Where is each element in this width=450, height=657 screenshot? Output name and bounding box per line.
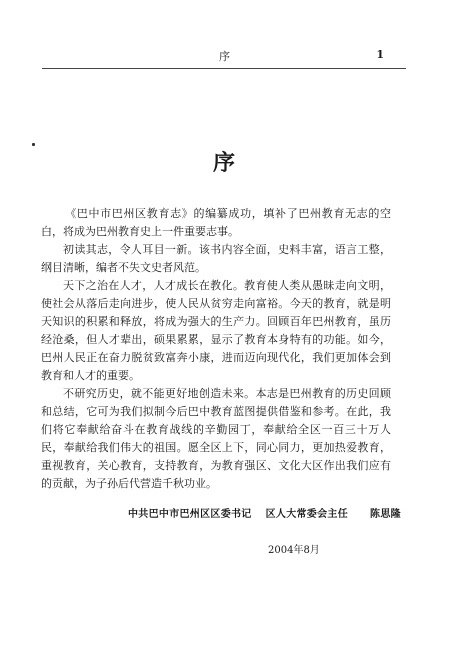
paragraph-3: 天下之治在人才，人才成长在教化。教育使人类从愚昧走向文明，使社会从落后走向进步，使人民从贫穷走向富裕。今天的教育，就是明天知识的积累和释放，将成为强大的生产力。回顾百年巴州教育，虽历经沧桑，但人才辈出，硕果累累，显示了教育本身特有的功能。如今，巴州人民正在奋力脱贫致富奔小康，进而迈向现代化，我们更加体会到教育和人才的重要。 xyxy=(41,279,391,382)
header-divider xyxy=(42,68,406,69)
signature-title: 区人大常委会主任 xyxy=(265,509,349,520)
signature-org: 中共巴中市巴州区区委书记 xyxy=(128,509,252,520)
paragraph-1: 《巴中市巴州区教育志》的编纂成功，填补了巴州教育无志的空白，将成为巴州教育史上一件重要志事。 xyxy=(41,207,391,238)
paragraph-4: 不研究历史，就不能更好地创造未来。本志是巴州教育的历史回顾和总结，它可为我们拟制今后巴中教育蓝图提供借鉴和参考。在此，我们将它奉献给奋斗在教育战线的辛勤园丁，奉献给全区一百三十万人民，奉献给我们伟大的祖国。愿全区上下，同心同力，更加热爱教育，重视教育，关心教育，支持教育，为教育强区、文化大区作出我们应有的贡献，为子孙后代营造千秋功业。 xyxy=(41,387,391,490)
running-header-title: 序 xyxy=(219,50,231,63)
preface-title: 序 xyxy=(212,150,237,176)
preface-date: 2004年8月 xyxy=(268,545,320,556)
page-number: 1 xyxy=(376,48,384,61)
preface-body xyxy=(41,205,391,493)
signature-name: 陈思隆 xyxy=(370,509,401,520)
paragraph-2: 初读其志，令人耳目一新。该书内容全面，史料丰富，语言工整，纲目清晰，编者不失文史者风范。 xyxy=(41,243,391,274)
signature-line xyxy=(128,505,401,520)
